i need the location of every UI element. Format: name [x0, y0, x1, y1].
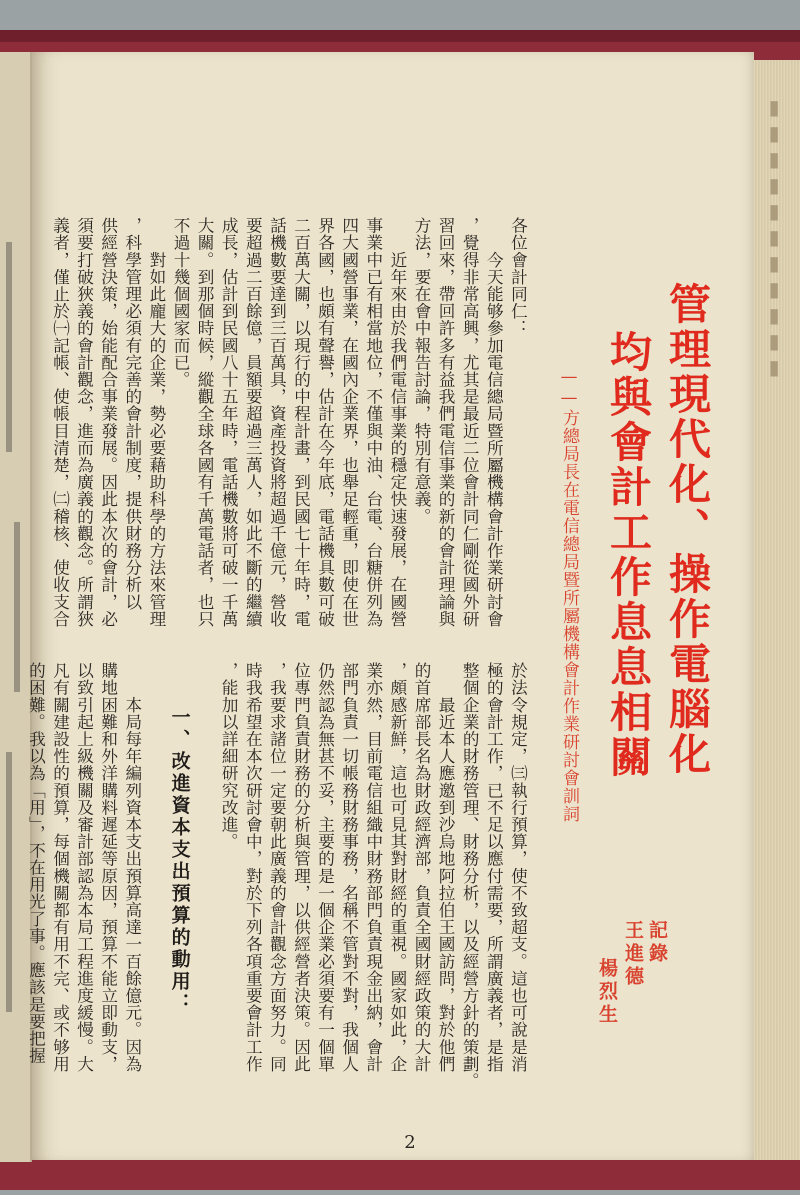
text-column: ，能加以詳細研究改進。 — [219, 662, 239, 851]
subtitle: ——方總局長在電信總局暨所屬機構會計作業研討會訓詞 — [559, 367, 579, 823]
recorder-label: 記錄 — [646, 920, 668, 966]
bleed-through-text: ▮▮▮▮▮▮▮▮▮▮▮ — [762, 95, 786, 381]
text-column: 整個企業的財務管理、財務分析，以及經營方針的策劃。 — [460, 662, 480, 1090]
text-column: ，覺得非常高興，尤其是最近二位會計同仁剛從國外研 — [460, 217, 480, 628]
title-line-2: 均與會計工作息息相關 — [604, 330, 653, 780]
text-column: 本局每年編列資本支出預算高達一百餘億元。因為 — [122, 662, 142, 1073]
recorder-name-2: 楊烈生 — [596, 958, 618, 1027]
text-column: ，我要求諸位一定要朝此廣義的會計觀念方面努力。同 — [267, 662, 287, 1073]
text-column: 大關。到那個時候，縱觀全球各國有千萬電話者，也只 — [195, 217, 215, 628]
section-heading: 一、改進資本支出預算的動用： — [168, 707, 191, 1015]
text-column: 今天能够參加電信總局暨所屬機構會計作業研討會 — [484, 217, 504, 628]
text-column: 界各國，也頗有聲譽，估計在今年底，電話機具數可破 — [315, 217, 335, 628]
cover-edge — [0, 30, 800, 42]
page-number: 2 — [404, 1132, 416, 1153]
text-column: 四大國營事業，在國內企業界，也舉足輕重，即使在世 — [339, 217, 359, 628]
text-column: 於法令規定，㈢執行預算，使不致超支。這也可說是消 — [508, 662, 528, 1073]
text-column: 二百萬大關，以現行的中程計畫，到民國七十年時，電 — [291, 217, 311, 628]
text-column: 的困難。我以為「用」，不在用光了事。應該是要把握 — [26, 662, 46, 1065]
text-column: 事業中已有相當地位，不僅與中油、台電、台糖併列為 — [363, 217, 383, 628]
text-column: 時我希望在本次研討會中，對於下列各項重要會計工作 — [243, 662, 263, 1073]
text-column: 的首席部長名為財政經濟部，負責全國財經政策的大計 — [412, 662, 431, 1073]
text-column: 以致引起上級機關及審計部認為本局工程進度緩慢。大 — [74, 662, 94, 1073]
title-line-1: 管理現代化、操作電腦化 — [663, 282, 712, 777]
text-column: ，科學管理必須有完善的會計制度，提供財務分析以 — [122, 217, 142, 611]
text-column: 須要打破狹義的會計觀念，進而為廣義的觀念。所謂狹 — [74, 217, 94, 628]
text-column: 方法，要在會中報告討論，特別有意義。 — [412, 217, 431, 525]
text-column: 話機數要達到三百萬具，資產投資將超過千億元，營收 — [267, 217, 287, 628]
text-column: 仍然認為無甚不妥，主要的是一個企業必須要有一個單 — [315, 662, 335, 1073]
text-column: 近年來由於我們電信事業的穩定快速發展，在國營 — [387, 217, 407, 628]
text-column: 不過十幾個國家而已。 — [171, 217, 190, 388]
document-page — [26, 52, 754, 1160]
text-column: 供經營決策，始能配合事業發展。因此本次的會計，必 — [98, 217, 118, 628]
text-column: 凡有關建設性的預算，每個機關都有用不完、或不够用 — [50, 662, 70, 1073]
text-column: 極的會計工作，已不足以應付需要，所謂廣義者，是指 — [484, 662, 504, 1073]
text-column: 最近本人應邀到沙烏地阿拉伯王國訪問，對於他們 — [436, 662, 456, 1073]
text-column: 習回來，帶回許多有益我們電信事業的新的會計理論與 — [436, 217, 456, 628]
text-column: ，頗感新鮮，這也可見其對財經的重視。國家如此，企 — [387, 662, 407, 1073]
recorder-name-1: 王進德 — [622, 920, 644, 989]
text-column: 業亦然，目前電信組織中財務部門負責現金出納，會計 — [363, 662, 383, 1073]
text-column: 部門負責一切帳務財務事務，名稱不管對不對，我個人 — [339, 662, 359, 1073]
text-column: 各位會計同仁： — [508, 217, 528, 337]
text-column: 義者，僅止於㈠記帳、使帳目清楚，㈡稽核、使收支合 — [50, 217, 70, 628]
text-column: 要超過二百餘億，員額要超過三萬人，如此不斷的繼續 — [243, 217, 263, 628]
previous-page-text-fragment — [6, 242, 12, 452]
text-column: 對如此龐大的企業，勢必要藉助科學的方法來管理 — [146, 217, 166, 628]
text-column: 成長，估計到民國八十五年時，電話機數將可破一千萬 — [219, 217, 239, 628]
previous-page-text-fragment — [6, 752, 12, 1012]
previous-page-text-fragment — [14, 522, 20, 692]
text-column: 位專門負責財務的分析與管理，以供經營者決策。因此 — [291, 662, 311, 1073]
text-column: 購地困難和外洋購料遲延等原因，預算不能立即動支， — [98, 662, 118, 1073]
